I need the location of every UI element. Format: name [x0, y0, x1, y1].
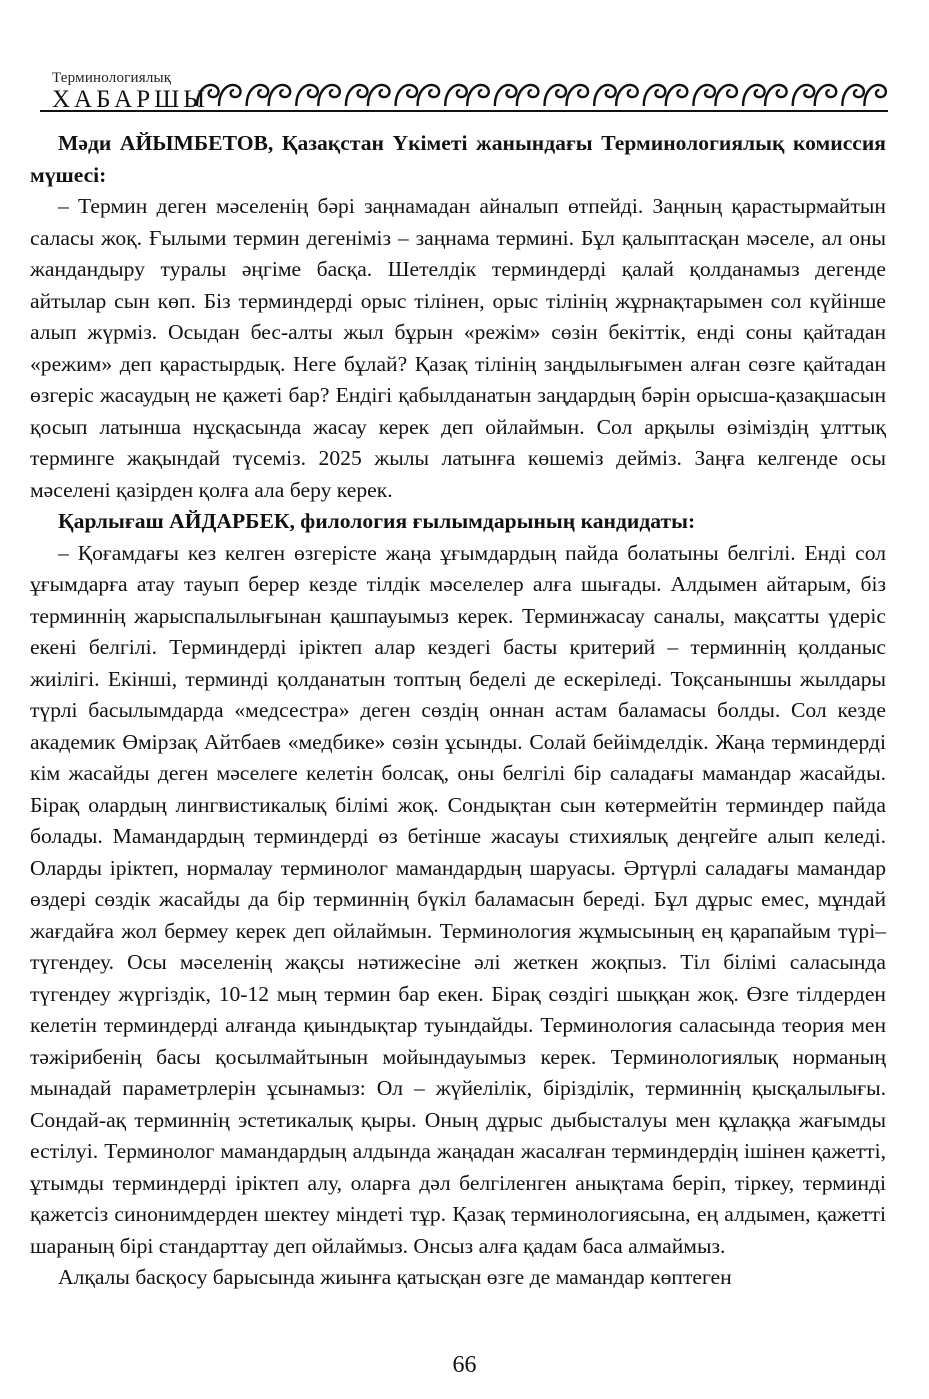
ornament-curl-icon	[842, 85, 886, 106]
ornament-curl-icon	[594, 85, 638, 106]
page-number: 66	[452, 1352, 477, 1378]
ornament-curl-icon	[396, 85, 440, 106]
body-paragraph: Алқалы басқосу барысында жиынға қатысқан өзге де мамандар көптеген	[58, 1265, 732, 1289]
ornament-curl-icon	[793, 85, 837, 106]
body-paragraph: – Қоғамдағы кез келген өзгерісте жаңа ұғымдардың пайда болатыны белгілі. Енді сол ұғымдарға атау тауып берер кезде тілдік мәселелер алға шығады. Алдымен айтарым, біз терминнің жарыспалылығынан қашпауымыз керек. Терминжасау саналы, мақсатты үдеріс екені белгілі. Терминдерді іріктеп алар кездегі басты критерий – терминнің қолданыс жиілігі. Екінші, терминді қолданатын топтың беделі де ескеріледі. Тоқсаныншы жылдары түрлі басылымдарда «медсестра» деген сөздің оннан астам баламасы болды. Сол кезде академик Өмірзақ Айтбаев «медбике» сөзін ұсынды. Солай бейімделдік. Жаңа терминдерді кім жасайды деген мәселеге келетін болсақ, оны белгілі бір саладағы мамандар жасайды. Бірақ олардың лингвистикалық білімі жоқ. Сондықтан сын көтермейтін терминдер пайда болады. Мамандардың терминдерді өз бетінше жасауы стихиялық деңгейге алып келеді. Оларды іріктеп, нормалау терминолог мамандардың шаруасы. Әртүрлі саладағы мамандар өздері сөздік жасайды да бір терминнің бүкіл баламасын береді. Бұл дұрыс емес, мұндай жағдайға жол бермеу керек деп ойлаймын. Терминология жұмысының ең қарапайым түрі– түгендеу. Осы мәселенің жақсы нәтижесіне әлі жеткен жоқпыз. Тіл білімі саласында түгендеу жүргіздік, 10-12 мың термин бар екен. Бірақ сөздігі шыққан жоқ. Өзге тілдерден келетін терминдерді алғанда қиындықтар туындайды. Терминология саласында теория мен тәжірибенің басы қосылмайтынын мойындауымыз керек. Терминологиялық норманың мынадай параметрлерін ұсынамыз: Ол – жүйелілік, біріздiлік, терминнің қысқалылығы. Сондай-ақ терминнің эстетикалық қыры. Оның дұрыс дыбысталуы мен құлаққа жағымды естілуі. Терминолог мамандардың алдында жаңадан жасалған терминдердің ішінен қажетті, ұтымды терминдерді іріктеп алу, оларға дәл белгіленген анықтама беріп, тіркеу, терминді қажетсіз синонимдерден шектеу міндеті тұр. Қазақ терминологиясына, ең алдымен, қажетті шараның бірі стандарттау деп ойлаймыз. Онсыз алға қадам баса алмаймыз.	[30, 540, 886, 1258]
ornament-curl-icon	[346, 85, 390, 106]
body-paragraph: – Термин деген мәселенің бәрі заңнамадан айналып өтпейді. Заңның қарастырмайтын саласы жоқ. Ғылыми термин дегеніміз – заңнама термині. Бұл қалыптасқан мәселе, ал оны жандандыру туралы әңгіме басқа. Шетелдік терминдерді қалай қолданамыз дегенде айтылар сын көп. Біз терминдерді орыс тілінен, орыс тілінің жұрнақтарымен сол күйінше алып жүрміз. Осыдан бес-алты жыл бұрын «режім» сөзін бекіттік, енді соны қайтадан «режим» деп қарастырдық. Неге бұлай? Қазақ тілінің заңдылығымен алған сөзге қайтадан өзгеріс жасаудың не қажеті бар? Ендігі қабылданатын заңдардың бәрін орысша-қазақшасын қосып латынша нұсқасында жасау керек деп ойлаймын. Сол арқылы өзіміздің ұлттық терминге жақындай түсеміз. 2025 жылы латынға көшеміз дейміз. Заңға келгенде осы мәселені қазірден қолға ала беру керек.	[30, 194, 886, 502]
ornament-curl-icon	[693, 85, 737, 106]
article-body	[30, 128, 886, 1294]
ornament-curl-icon	[743, 85, 787, 106]
speaker-line: Қарлығаш АЙДАРБЕК, филология ғылымдарының кандидаты:	[58, 509, 696, 533]
ornament-curl-icon	[445, 85, 489, 106]
ornament-curl-icon	[644, 85, 688, 106]
running-header	[40, 66, 888, 118]
ornament-curl-icon	[197, 85, 241, 106]
speaker-line: Мәди АЙЫМБЕТОВ, Қазақстан Үкіметі жанындағы Терминологиялық комиссия мүшесі:	[30, 131, 886, 187]
ornament-border-icon	[193, 72, 888, 112]
ornament-curl-icon	[247, 85, 291, 106]
header-subtitle: Терминологиялық	[52, 70, 172, 86]
ornament-curl-icon	[495, 85, 539, 106]
header-rule	[40, 110, 888, 112]
ornament-curl-icon	[296, 85, 340, 106]
header-title: ХАБАРШЫ	[52, 86, 210, 113]
ornament-curl-icon	[545, 85, 589, 106]
